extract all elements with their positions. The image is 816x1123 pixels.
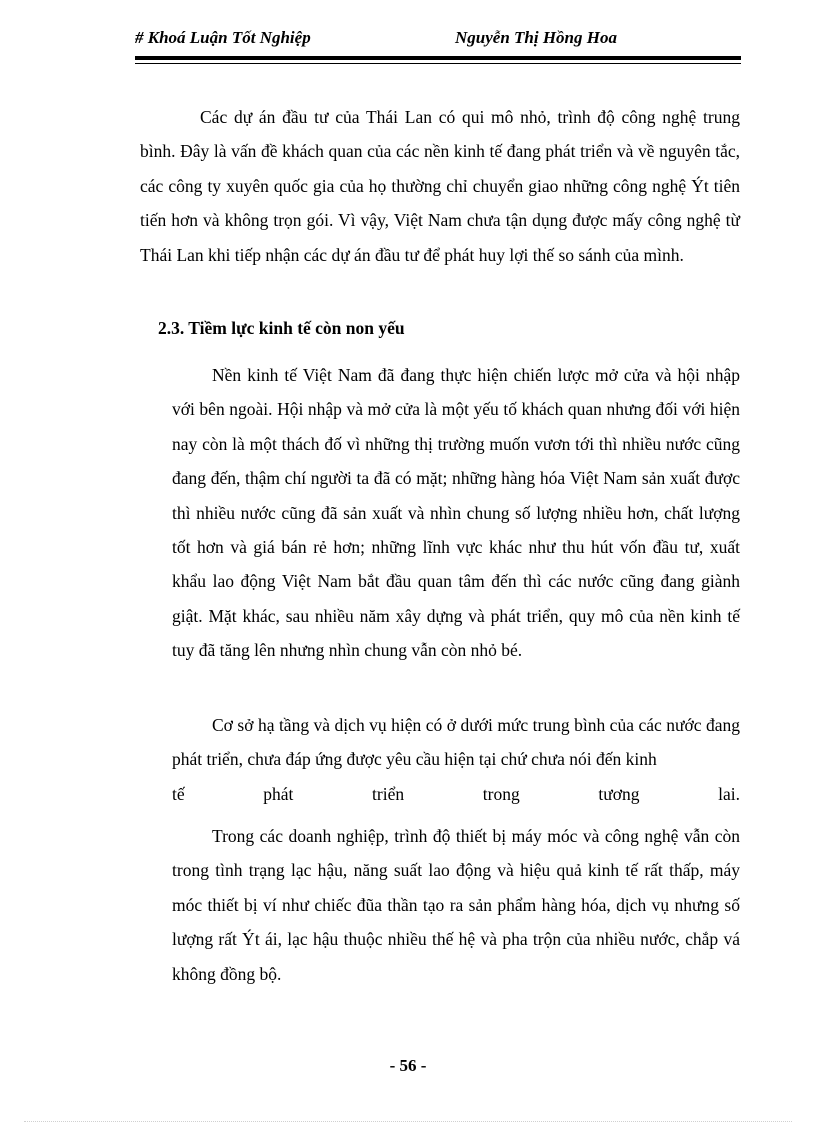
header-author-name: Nguyễn Thị Hồng Hoa [455, 28, 617, 47]
header-rule-thick [135, 56, 741, 60]
paragraph-enterprise-technology: Trong các doanh nghiệp, trình độ thiết bị máy móc và công nghệ vẫn còn trong tình trạng lạc hậu, năng suất lao động và hiệu quả kinh tế rất thấp, máy móc thiết bị ví như chiếc đũa thần tạo ra sản phẩm hàng hóa, dịch vụ nhưng số lượng rất Ýt ái, lạc hậu thuộc nhiều thế hệ và pha trộn của nhiều nước, chắp vá không đồng bộ. [172, 826, 740, 984]
paragraph-infrastructure: Cơ sở hạ tầng và dịch vụ hiện có ở dưới mức trung bình của các nước đang phát triển, chưa đáp ứng được yêu cầu hiện tại chứ chưa nói đến kinh [172, 715, 740, 770]
header-document-title: # Khoá Luận Tốt Nghiệp [135, 28, 311, 47]
paragraph-economic-integration: Nền kinh tế Việt Nam đã đang thực hiện chiến lược mở cửa và hội nhập với bên ngoài. Hội nhập và mở cửa là một yếu tố khách quan nhưng đối với hiện nay còn là một thách đố vì những thị trường muốn vươn tới thì nhiều nước cũng đang đến, thậm chí người ta đã có mặt; những hàng hóa Việt Nam sản xuất được thì nhiều nước cũng đã sản xuất và nhìn chung số lượng nhiều hơn, chất lượng tốt hơn và giá bán rẻ hơn; những lĩnh vực khác như thu hút vốn đầu tư, xuất khẩu lao động Việt Nam bắt đầu quan tâm đến thì các nước cũng đang giành giật. Mặt khác, sau nhiều năm xây dựng và phát triển, quy mô của nền kinh tế tuy đã tăng lên nhưng nhìn chung vẫn còn nhỏ bé. [172, 365, 740, 661]
paragraph-thailand-investment: Các dự án đầu tư của Thái Lan có qui mô nhỏ, trình độ công nghệ trung bình. Đây là vấn đề khách quan của các nền kinh tế đang phát triển và về nguyên tắc, các công ty xuyên quốc gia của họ thường chỉ chuyển giao những công nghệ Ýt tiên tiến hơn và không trọn gói. Vì vậy, Việt Nam chưa tận dụng được mấy công nghệ từ Thái Lan khi tiếp nhận các dự án đầu tư để phát huy lợi thế so sánh của mình. [140, 107, 740, 265]
section-heading: 2.3. Tiềm lực kinh tế còn non yếu [158, 318, 405, 338]
page-number: - 56 - [389, 1056, 427, 1075]
page-bottom-edge [24, 1121, 792, 1122]
paragraph-infrastructure-last-line: tế phát triển trong tương lai. [172, 783, 740, 804]
page-header [135, 28, 741, 52]
header-rule-thin [135, 63, 741, 64]
